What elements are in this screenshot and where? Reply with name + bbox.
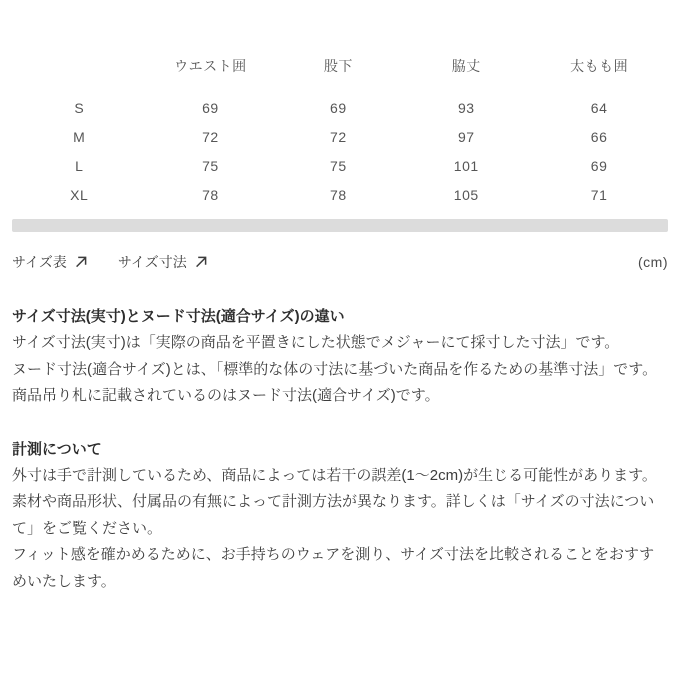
section-heading-measurement-difference: サイズ寸法(実寸)とヌード寸法(適合サイズ)の違い: [12, 308, 345, 325]
column-header-waist: ウエスト囲: [174, 58, 247, 74]
table-row-l: [12, 151, 668, 180]
column-header-inseam: 股下: [323, 58, 353, 74]
size-label: S: [74, 99, 85, 116]
links-row: [12, 251, 668, 273]
paragraph: フィット感を確かめるために、お手持ちのウェアを測り、サイズ寸法を比較されることをおすすめいたします。: [12, 546, 655, 590]
column-header-side-length: 脇丈: [451, 58, 481, 74]
size-chart-link[interactable]: [12, 252, 88, 272]
paragraph: 商品吊り札に記載されているのはヌード寸法(適合サイズ)です。: [12, 387, 440, 404]
size-value: 72: [202, 128, 219, 145]
table-horizontal-scrollbar[interactable]: [12, 219, 668, 232]
size-value: 64: [590, 99, 608, 116]
size-value: 66: [590, 128, 608, 145]
column-header-thigh: 太もも囲: [570, 58, 629, 74]
size-spec-table: [12, 56, 668, 209]
size-value: 93: [457, 99, 475, 116]
size-value: 75: [202, 157, 219, 174]
size-value: 105: [453, 186, 479, 203]
size-value: 69: [202, 99, 219, 116]
size-label: M: [73, 128, 86, 145]
size-value: 71: [590, 186, 608, 203]
paragraph: 素材や商品形状、付属品の有無によって計測方法が異なります。詳しくは「サイズの寸法について」をご覧ください。: [12, 493, 655, 537]
corner-cell: [12, 56, 146, 93]
size-value: 97: [457, 128, 475, 145]
section-heading-about-measurement: 計測について: [12, 440, 102, 458]
section-size-measurement-difference: [12, 304, 668, 410]
arrow-up-right-icon: [74, 255, 88, 269]
table-header-row: [12, 56, 668, 93]
size-value: 78: [202, 186, 219, 203]
table-row-s: [12, 93, 668, 122]
size-value: 101: [453, 157, 479, 174]
size-value: 72: [330, 128, 347, 145]
section-about-measurement: [12, 437, 668, 596]
size-value: 78: [330, 186, 347, 203]
size-value: 69: [590, 157, 608, 174]
table-row-m: [12, 122, 668, 151]
arrow-up-right-icon: [194, 255, 208, 269]
paragraph: 外寸は手で計測しているため、商品によっては若干の誤差(1〜2cm)が生じる可能性があります。: [12, 466, 657, 484]
size-measurements-link[interactable]: [118, 252, 208, 272]
table-row-xl: [12, 180, 668, 209]
paragraph: ヌード寸法(適合サイズ)とは、「標準的な体の寸法に基づいた商品を作るための基準寸法」です。: [12, 360, 658, 378]
unit-label: (cm): [638, 254, 668, 270]
size-value: 69: [330, 99, 347, 116]
size-chart-link-label: サイズ表: [12, 254, 67, 270]
paragraph: サイズ寸法(実寸)は「実際の商品を平置きにした状態でメジャーにて採寸した寸法」です。: [12, 334, 620, 351]
size-label: XL: [70, 186, 89, 203]
size-label: L: [75, 157, 84, 174]
size-value: 75: [330, 157, 347, 174]
size-measurements-link-label: サイズ寸法: [117, 254, 187, 270]
